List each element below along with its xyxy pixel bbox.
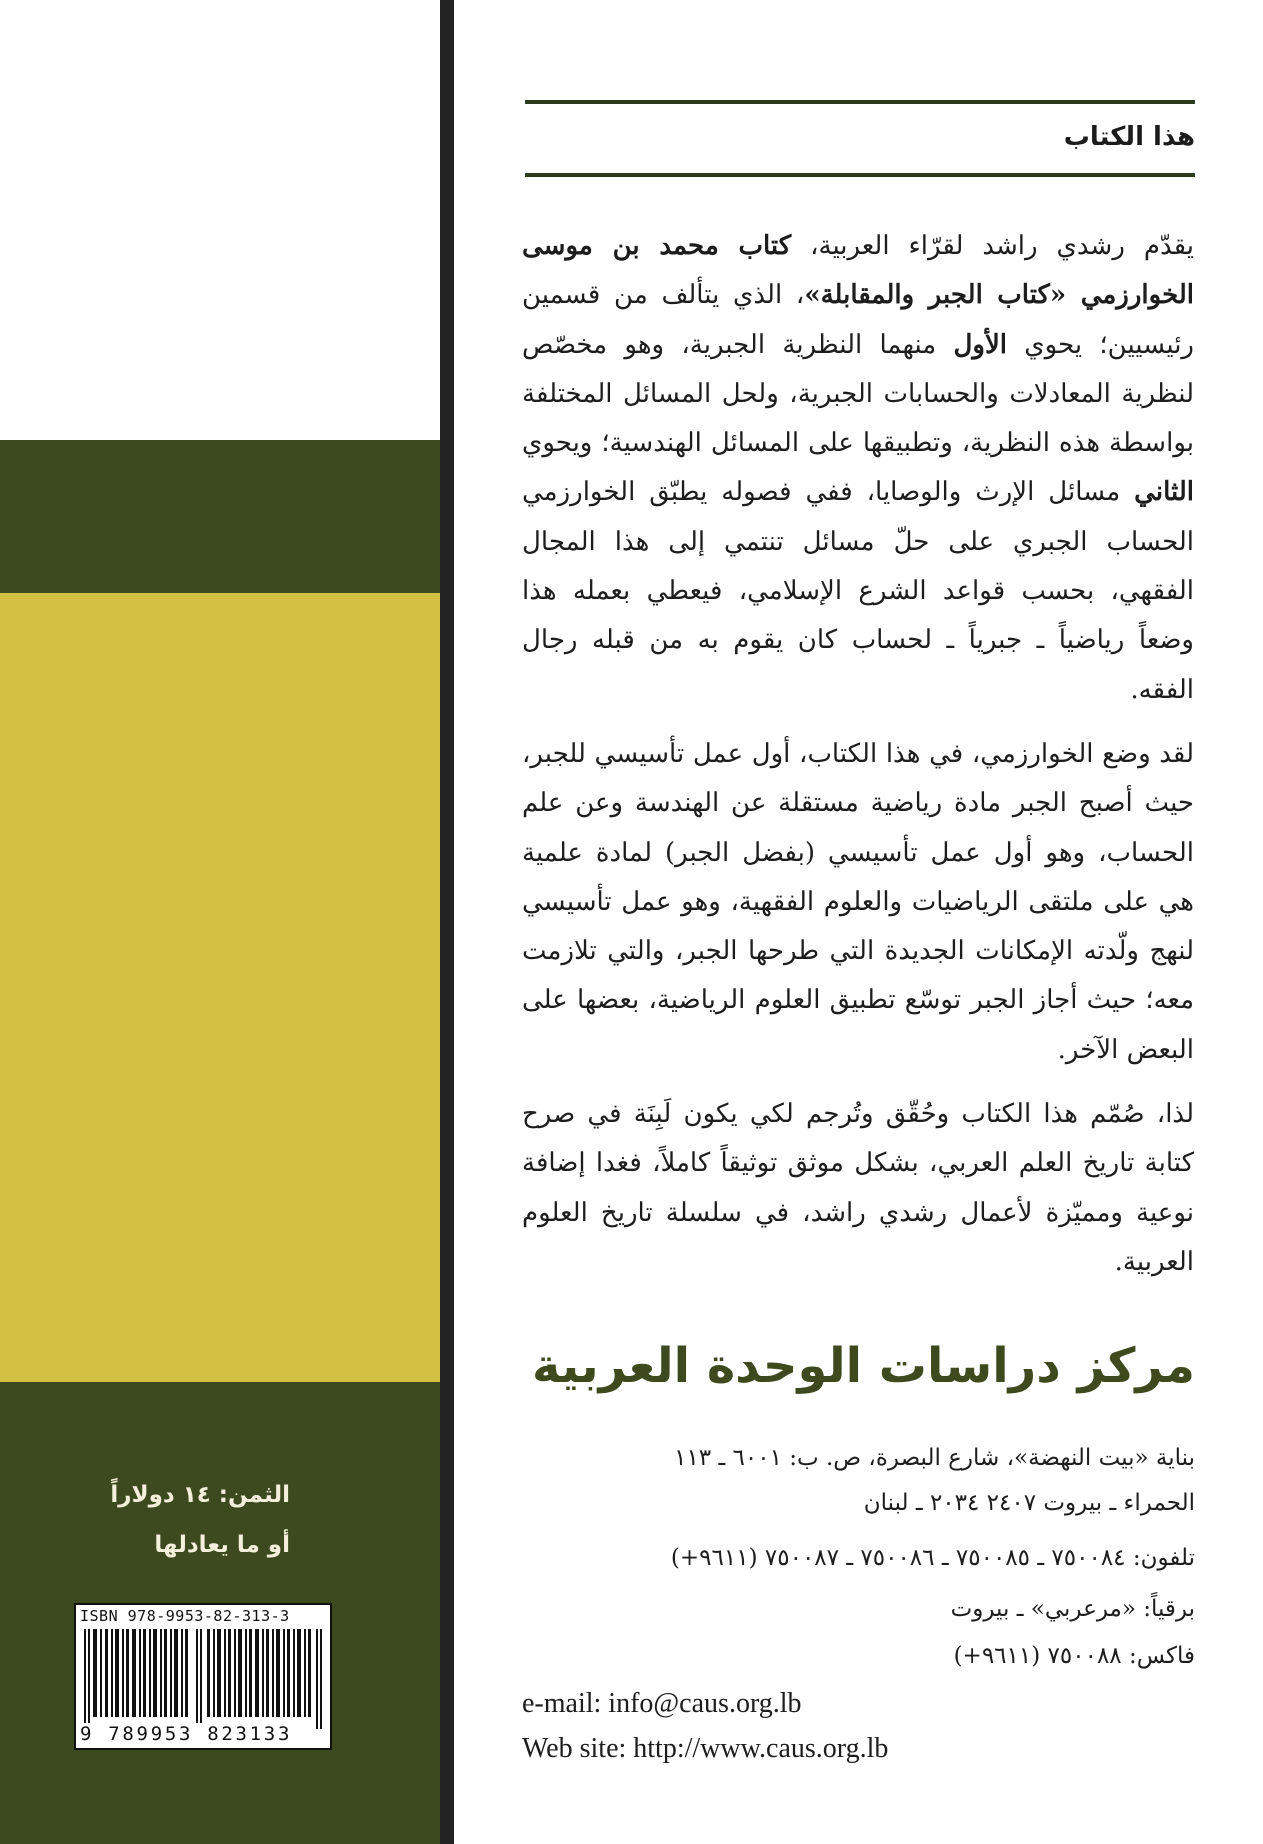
para1-text-1: يقدّم رشدي راشد لقرّاء العربية، xyxy=(791,231,1194,261)
email-line[interactable]: e-mail: info@caus.org.lb xyxy=(522,1688,802,1719)
price-line: الثمن: ١٤ دولاراً xyxy=(110,1482,290,1508)
para1-text-4: مسائل الإرث والوصايا، ففي فصوله يطبّق الخوارزمي الحساب الجبري على حلّ مسائل تنتمي إلى هذا المجال الفقهي، بحسب قواعد الشرع الإسلامي، فيعطي بعمله هذا وضعاً رياضياً ـ جبرياً ـ لحساب كان يقوم به من قبله رجال الفقه. xyxy=(522,477,1194,705)
paragraph-intro xyxy=(522,222,1194,715)
publisher-name: مركز دراسات الوحدة العربية xyxy=(531,1338,1195,1394)
price-block xyxy=(90,1470,290,1570)
para1-bold-first: الأول xyxy=(953,329,1008,360)
phone-line: تلفون: ٧٥٠٠٨٤ ـ ٧٥٠٠٨٥ ـ ٧٥٠٠٨٦ ـ ٧٥٠٠٨٧ (٩٦١١+) xyxy=(670,1545,1195,1571)
title-rule-top xyxy=(525,100,1195,104)
title-rule-bottom xyxy=(525,173,1195,177)
address-line-1: بناية «بيت النهضة»، شارع البصرة، ص. ب: ٦٠٠١ ـ ١١٣ xyxy=(674,1445,1195,1471)
isbn-label: ISBN 978-9953-82-313-3 xyxy=(80,1607,290,1625)
para1-bold-book-title: كتاب محمد بن موسى الخوارزمي «كتاب الجبر والمقابلة» xyxy=(522,231,1194,311)
para1-bold-second: الثاني xyxy=(1134,477,1194,508)
section-title: هذا الكتاب xyxy=(1063,122,1195,152)
price-equivalent-line: أو ما يعادلها xyxy=(154,1532,290,1558)
isbn-barcode xyxy=(74,1603,332,1750)
left-white-panel xyxy=(0,0,440,440)
barcode-digits: 9 789953 823133 xyxy=(80,1723,293,1745)
fax-line: فاكس: ٧٥٠٠٨٨ (٩٦١١+) xyxy=(953,1643,1195,1669)
address-line-2: الحمراء ـ بيروت ٢٤٠٧ ٢٠٣٤ ـ لبنان xyxy=(863,1490,1195,1516)
paragraph-foundation: لقد وضع الخوارزمي، في هذا الكتاب، أول عمل تأسيسي للجبر، حيث أصبح الجبر مادة رياضية مستقلة عن الهندسة وعن علم الحساب، وهو أول عمل تأسيسي (بفضل الجبر) لمادة علمية هي على ملتقى الرياضيات والعلوم الفقهية، وهو عمل تأسيسي لنهج ولّدته الإمكانات الجديدة التي طرحها الجبر، والتي تلازمت معه؛ حيث أجاز الجبر توسّع تطبيق العلوم الرياضية، بعضها على البعض الآخر. xyxy=(522,739,1194,1065)
cable-line: برقياً: «مرعربي» ـ بيروت xyxy=(950,1596,1195,1622)
left-olive-band-top xyxy=(0,440,440,593)
paragraph-purpose: لذا، صُمّم هذا الكتاب وحُقّق وتُرجم لكي يكون لَبِنَة في صرح كتابة تاريخ العلم العربي، بشكل موثق توثيقاً كاملاً، فغدا إضافة نوعية ومميّزة لأعمال رشدي راشد، في سلسلة تاريخ العلوم العربية. xyxy=(522,1099,1194,1277)
barcode-bars-icon xyxy=(80,1629,326,1729)
website-line[interactable]: Web site: http://www.caus.org.lb xyxy=(522,1733,889,1764)
spine-divider xyxy=(440,0,454,1844)
para1-text-3: منهما النظرية الجبرية، وهو مخصّص لنظرية المعادلات والحسابات الجبرية، ولحل المسائل المختلفة بواسطة هذه النظرية، وتطبيقها على المسائل الهندسية؛ ويحوي xyxy=(522,329,1194,459)
left-yellow-panel xyxy=(0,593,440,1382)
para1-text-2: ، الذي يتألف من قسمين رئيسيين؛ يحوي xyxy=(522,280,1194,360)
